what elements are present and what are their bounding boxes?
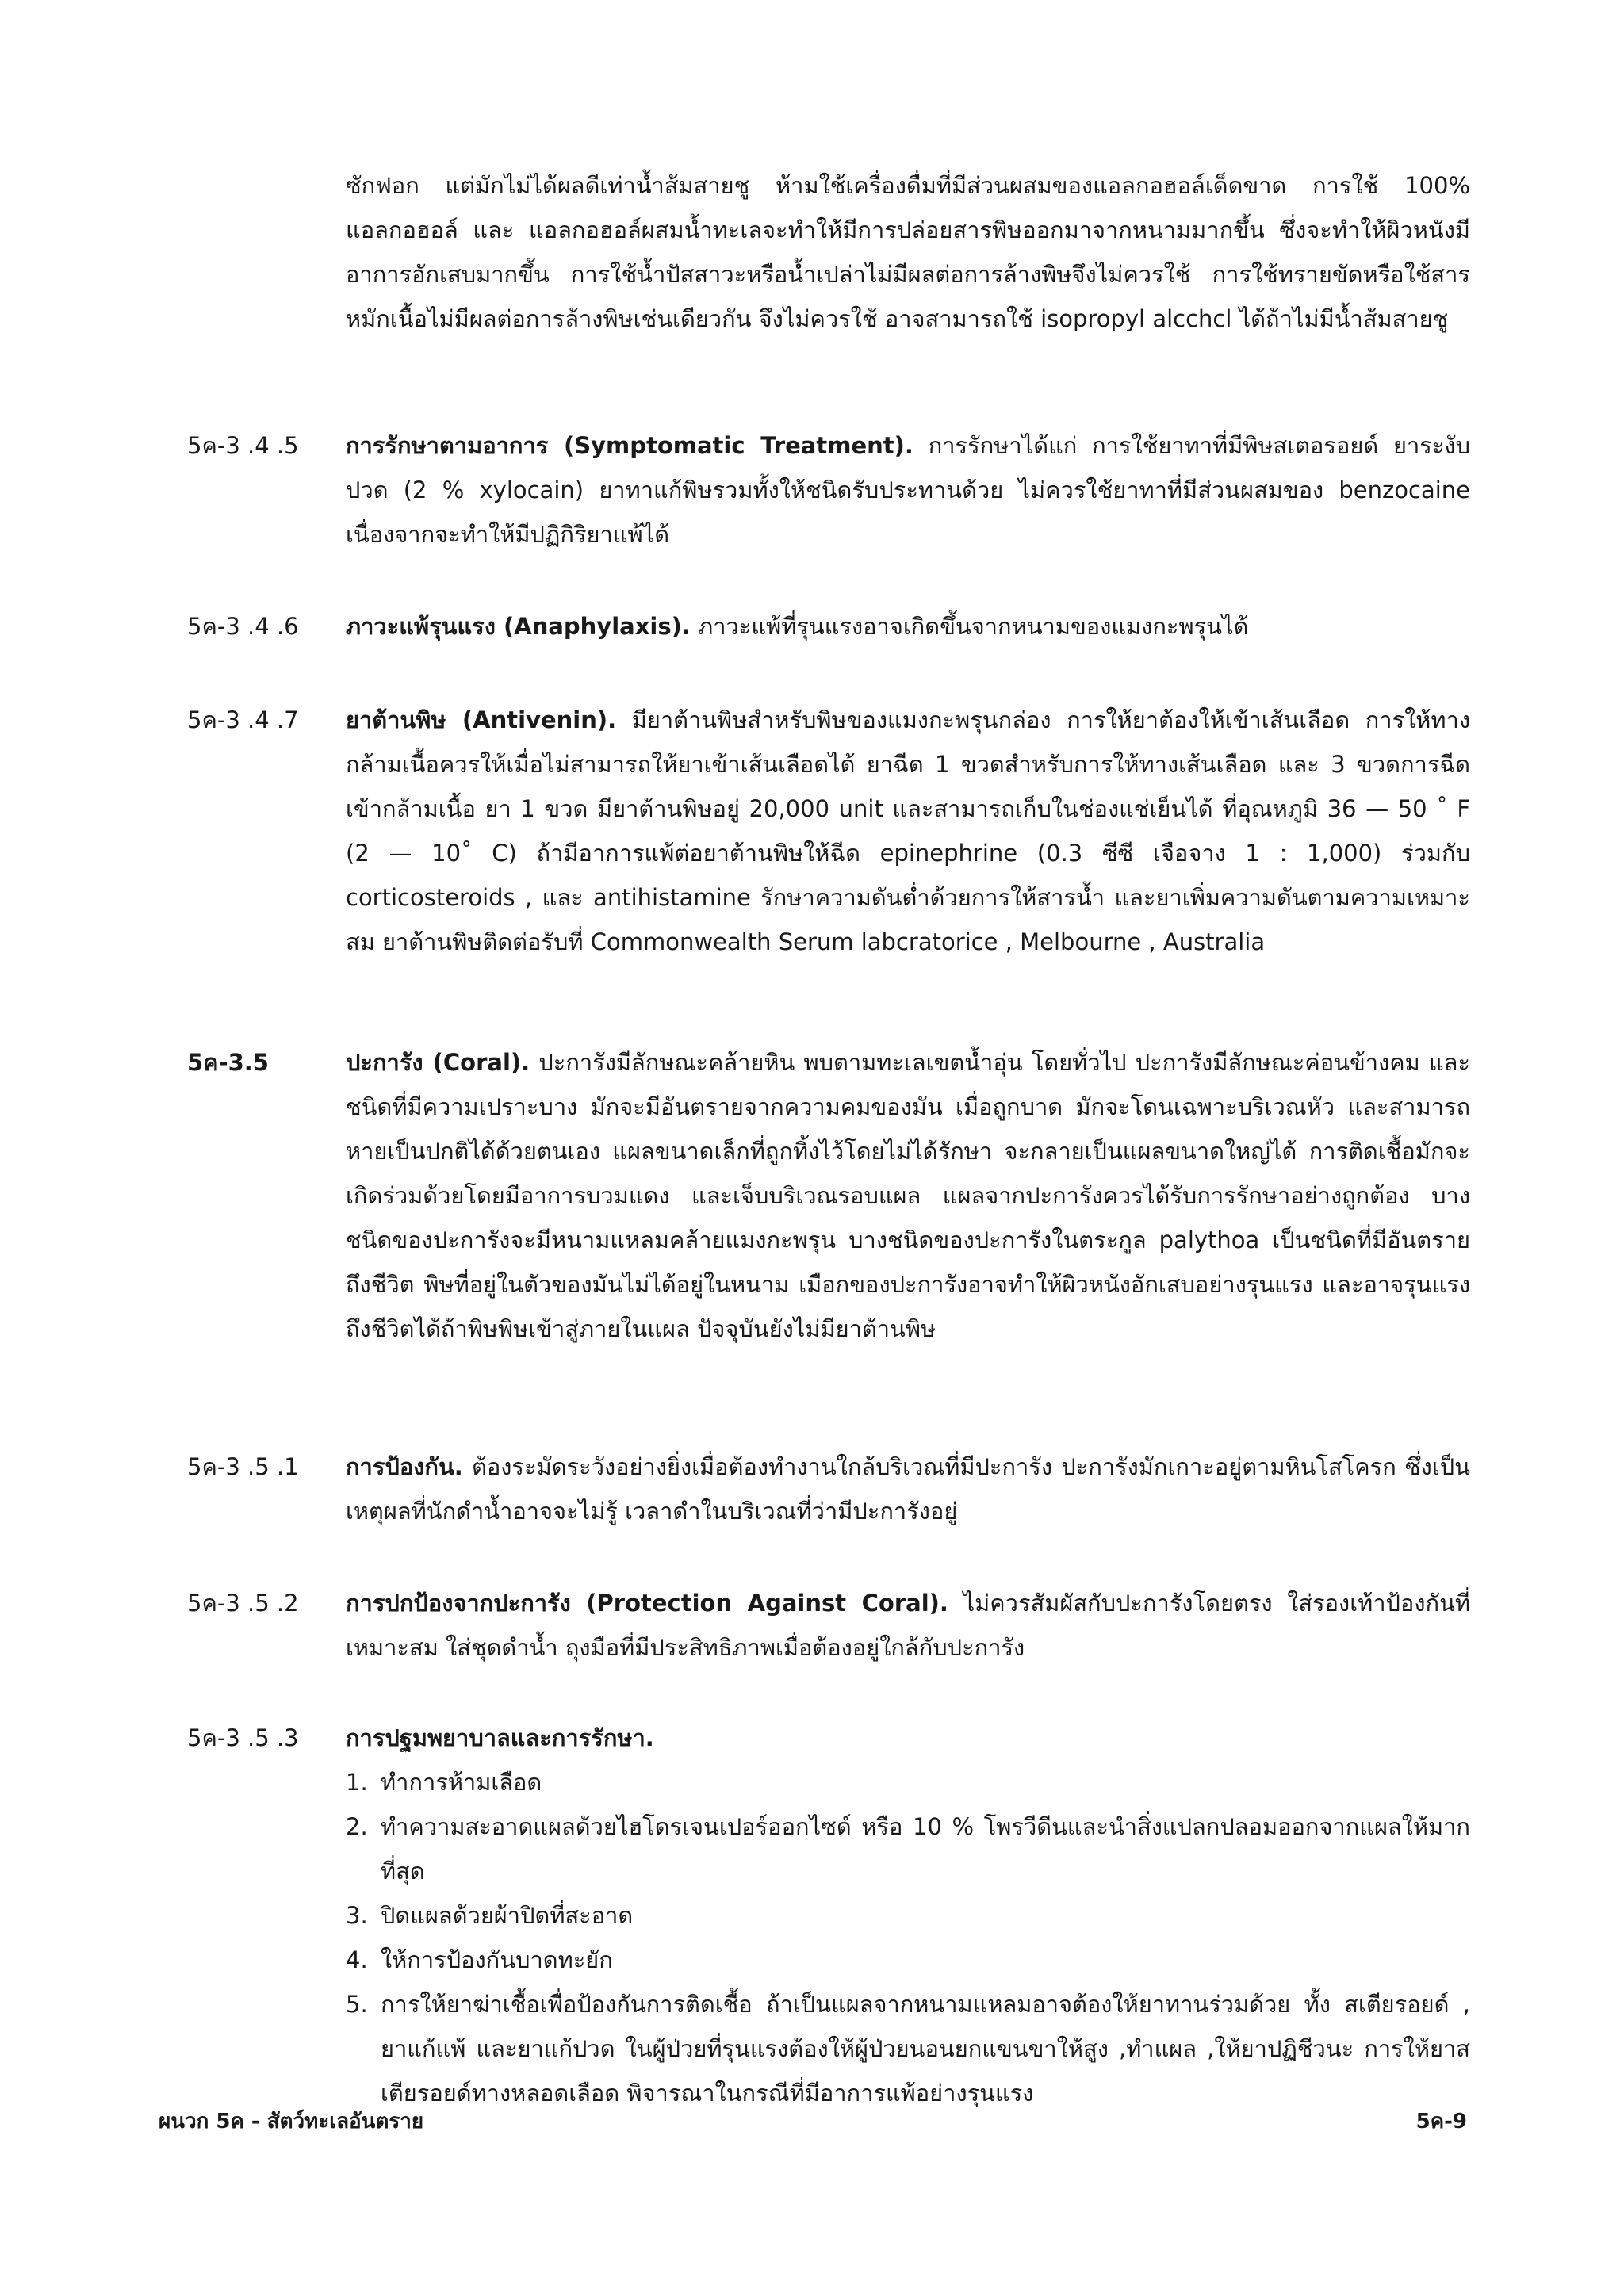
page-number: 5ค-9 xyxy=(1415,2110,1467,2133)
section-heading: การป้องกัน. xyxy=(346,1453,463,1480)
list-item xyxy=(346,1938,1470,1982)
list-item-number: 3. xyxy=(346,1902,368,1929)
list-item-text: ทำการห้ามเลือด xyxy=(381,1769,542,1796)
section-text: ต้องระมัดระวังอย่างยิ่งเมื่อต้องทำงานใกล้บริเวณที่มีปะการัง ปะการังมักเกาะอยู่ตามหินโสโครก ซึ่งเป็นเหตุผลที่นักดำน้ำอาจจะไม่รู้ เวลาดำในบริเวณที่ว่ามีปะการังอยู่ xyxy=(346,1453,1470,1525)
numbered-list xyxy=(346,1760,1470,2115)
section-number: 5ค-3.5 xyxy=(187,1049,269,1076)
section-text: ภาวะแพ้ที่รุนแรงอาจเกิดขึ้นจากหนามของแมงกะพรุนได้ xyxy=(690,613,1249,640)
list-item-text: ให้การป้องกันบาดทะยัก xyxy=(381,1946,613,1973)
section-number: 5ค-3 .4 .7 xyxy=(187,706,299,733)
section-number: 5ค-3 .5 .2 xyxy=(187,1590,299,1617)
list-item xyxy=(346,1893,1470,1938)
section-number: 5ค-3 .5 .1 xyxy=(187,1453,299,1480)
list-item-text: ทำความสะอาดแผลด้วยไฮโดรเจนเปอร์ออกไซด์ หรือ 10 % โพรวีดีนและนำสิ่งแปลกปลอมออกจากแผลให้มากที่สุด xyxy=(381,1813,1470,1885)
section-number: 5ค-3 .4 .5 xyxy=(187,432,299,459)
section-paragraph xyxy=(346,423,1470,557)
section-heading: ปะการัง (Coral). xyxy=(346,1049,530,1076)
footer-title: ผนวก 5ค - สัตว์ทะเลอันตราย xyxy=(159,2110,424,2133)
section-heading: ภาวะแพ้รุนแรง (Anaphylaxis). xyxy=(346,613,691,640)
section-heading: การปฐมพยาบาลและการรักษา. xyxy=(346,1724,654,1751)
list-item-number: 5. xyxy=(346,1991,368,2018)
section-heading: การรักษาตามอาการ (Symptomatic Treatment). xyxy=(346,432,914,459)
section-number: 5ค-3 .4 .6 xyxy=(187,613,299,640)
section-heading: ยาต้านพิษ (Antivenin). xyxy=(346,706,617,733)
list-item-text: การให้ยาฆ่าเชื้อเพื่อป้องกันการติดเชื้อ ถ้าเป็นแผลจากหนามแหลมอาจต้องให้ยาทานร่วมด้วย ทั้ง สเตียรอยด์ , ยาแก้แพ้ และยาแก้ปวด ในผู้ป่วยที่รุนแรงต้องให้ผู้ป่วยนอนยกแขนขาให้สูง ,ทำแผล ,ให้ยาปฏิชีวนะ การให้ยาสเตียรอยด์ทางหลอดเลือด พิจารณาในกรณีที่มีอาการแพ้อย่างรุนแรง xyxy=(381,1991,1470,2107)
list-item-number: 1. xyxy=(346,1769,368,1796)
intro-paragraph: ซักฟอก แต่มักไม่ได้ผลดีเท่าน้ำส้มสายชู ห้ามใช้เครื่องดื่มที่มีส่วนผสมของแอลกอฮอล์เด็ดขาด การใช้ 100% แอลกอฮอล์ และ แอลกอฮอล์ผสมน้ำทะเลจะทำให้มีการปล่อยสารพิษออกมาจากหนามมากขึ้น ซึ่งจะทำให้ผิวหนังมีอาการอักเสบมากขึ้น การใช้น้ำปัสสาวะหรือน้ำเปล่าไม่มีผลต่อการล้างพิษจึงไม่ควรใช้ การใช้ทรายขัดหรือใช้สารหมักเนื้อไม่มีผลต่อการล้างพิษเช่นเดียวกัน จึงไม่ควรใช้ อาจสามารถใช้ isopropyl alcchcl ได้ถ้าไม่มีน้ำส้มสายชู xyxy=(346,172,1470,332)
section-paragraph xyxy=(346,698,1470,964)
section-text: มียาต้านพิษสำหรับพิษของแมงกะพรุนกล่อง การให้ยาต้องให้เข้าเส้นเลือด การให้ทางกล้ามเนื้อควรให้เมื่อไม่สามารถให้ยาเข้าเส้นเลือดได้ ยาฉีด 1 ขวดสำหรับการให้ทางเส้นเลือด และ 3 ขวดการฉีดเข้ากล้ามเนื้อ ยา 1 ขวด มียาต้านพิษอยู่ 20,000 unit และสามารถเก็บในช่องแช่เย็นได้ ที่อุณหภูมิ 36 — 50 ˚ F (2 — 10˚ C) ถ้ามีอาการแพ้ต่อยาต้านพิษให้ฉีด epinephrine (0.3 ซีซี เจือจาง 1 : 1,000) ร่วมกับ corticosteroids , และ antihistamine รักษาความดันต่ำด้วยการให้สารน้ำ และยาเพิ่มความดันตามความเหมาะสม ยาต้านพิษติดต่อรับที่ Commonwealth Serum labcratorice , Melbourne , Australia xyxy=(346,706,1470,955)
section-text: ปะการังมีลักษณะคล้ายหิน พบตามทะเลเขตน้ำอุ่น โดยทั่วไป ปะการังมีลักษณะค่อนข้างคม และชนิดที่มีความเปราะบาง มักจะมีอันตรายจากความคมของมัน เมื่อถูกบาด มักจะโดนเฉพาะบริเวณหัว และสามารถหายเป็นปกติได้ด้วยตนเอง แผลขนาดเล็กที่ถูกทิ้งไว้โดยไม่ได้รักษา จะกลายเป็นแผลขนาดใหญ่ได้ การติดเชื้อมักจะเกิดร่วมด้วยโดยมีอาการบวมแดง และเจ็บบริเวณรอบแผล แผลจากปะการังควรได้รับการรักษาอย่างถูกต้อง บางชนิดของปะการังจะมีหนามแหลมคล้ายแมงกะพรุน บางชนิดของปะการังในตระกูล palythoa เป็นชนิดที่มีอันตรายถึงชีวิต พิษที่อยู่ในตัวของมันไม่ได้อยู่ในหนาม เมือกของปะการังอาจทำให้ผิวหนังอักเสบอย่างรุนแรง และอาจรุนแรงถึงชีวิตได้ถ้าพิษพิษเข้าสู่ภายในแผล ปัจจุบันยังไม่มียาต้านพิษ xyxy=(346,1049,1470,1342)
list-item-number: 2. xyxy=(346,1813,368,1840)
section-paragraph xyxy=(346,1716,1470,1760)
section-heading: การปกป้องจากปะการัง (Protection Against Coral). xyxy=(346,1590,948,1617)
list-item xyxy=(346,1760,1470,1804)
list-item xyxy=(346,1804,1470,1893)
section-paragraph xyxy=(346,1581,1470,1670)
section-text: ไม่ควรสัมผัสกับปะการังโดยตรง ใส่รองเท้าป้องกันที่เหมาะสม ใส่ชุดดำน้ำ ถุงมือที่มีประสิทธิภาพเมื่อต้องอยู่ใกล้กับปะการัง xyxy=(346,1590,1471,1661)
section-paragraph xyxy=(346,1040,1470,1351)
list-item-text: ปิดแผลด้วยผ้าปิดที่สะอาด xyxy=(381,1902,634,1929)
section-paragraph xyxy=(346,1445,1470,1533)
section-paragraph xyxy=(346,604,1470,649)
section-number: 5ค-3 .5 .3 xyxy=(187,1724,299,1751)
page-footer xyxy=(159,2106,1467,2137)
list-item-number: 4. xyxy=(346,1946,368,1973)
list-item xyxy=(346,1982,1470,2115)
section-text: การรักษาได้แก่ การใช้ยาทาที่มีพิษสเตอรอยด์ ยาระงับปวด (2 % xylocain) ยาทาแก้พิษรวมทั้งให้ชนิดรับประทานด้วย ไม่ควรใช้ยาทาที่มีส่วนผสมของ benzocaine เนื่องจากจะทำให้มีปฏิกิริยาแพ้ได้ xyxy=(346,432,1470,548)
